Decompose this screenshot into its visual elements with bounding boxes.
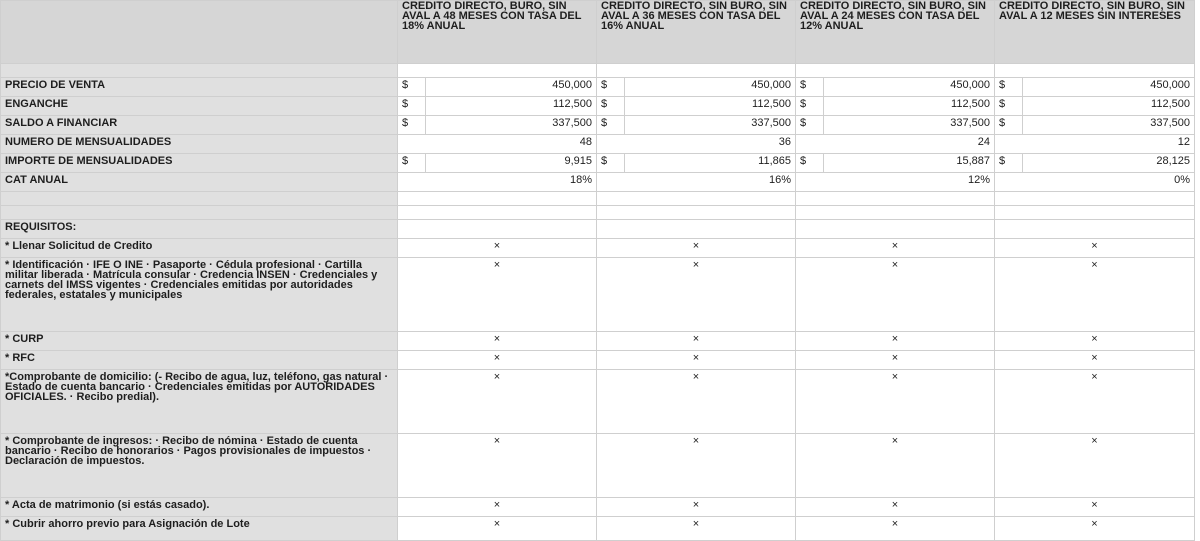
requisito-row [1,332,1195,351]
spacer-row [1,206,1195,220]
requisitos-title: REQUISITOS: [1,220,398,239]
check-mark: × [796,498,995,517]
check-mark: × [398,332,597,351]
check-mark: × [796,351,995,370]
check-mark: × [398,258,597,332]
currency-cell: $ [398,154,426,173]
currency-cell: $ [995,116,1023,135]
row-enganche [1,97,1195,116]
check-mark: × [597,434,796,498]
requisito-label: * Cubrir ahorro previo para Asignación de Lote [1,517,398,541]
check-mark: × [398,351,597,370]
currency-cell: $ [995,154,1023,173]
requisito-row [1,258,1195,332]
requisito-row [1,498,1195,517]
check-mark: × [796,332,995,351]
currency-cell: $ [398,116,426,135]
currency-cell: $ [398,78,426,97]
row-saldo [1,116,1195,135]
currency-cell: $ [796,154,824,173]
amount-cell: 9,915 [426,154,597,173]
amount-cell: 15,887 [824,154,995,173]
currency-cell: $ [995,78,1023,97]
check-mark: × [995,258,1195,332]
cat-cell: 0% [995,173,1195,192]
amount-cell: 337,500 [824,116,995,135]
requisito-label: * Identificación · IFE O INE · Pasaporte · Cédula profesional · Cartilla militar liberada · Matrícula consular · Credencia INSEN · Credenciales y carnets del IMSS vigentes · Credenciales emitidas por autoridades federales, estatales y municipales [1,258,398,332]
check-mark: × [597,370,796,434]
count-cell: 48 [398,135,597,154]
amount-cell: 450,000 [824,78,995,97]
plan-header-4: CREDITO DIRECTO, SIN BURO, SIN AVAL A 12 MESES SIN INTERESES [995,1,1195,64]
requisito-label: * Comprobante de ingresos: · Recibo de nómina · Estado de cuenta bancario · Recibo de honorarios · Pagos provisionales de impuestos · Declaración de impuestos. [1,434,398,498]
cat-cell: 12% [796,173,995,192]
row-importe [1,154,1195,173]
currency-cell: $ [796,78,824,97]
currency-cell: $ [597,78,625,97]
check-mark: × [796,517,995,541]
spacer-row [1,192,1195,206]
amount-cell: 337,500 [426,116,597,135]
requisito-label: * CURP [1,332,398,351]
plan-header-2: CREDITO DIRECTO, SIN BURO, SIN AVAL A 36 MESES CON TASA DEL 16% ANUAL [597,1,796,64]
amount-cell: 112,500 [426,97,597,116]
check-mark: × [398,370,597,434]
row-label: NUMERO DE MENSUALIDADES [1,135,398,154]
row-requisitos-title [1,220,1195,239]
check-mark: × [597,239,796,258]
check-mark: × [398,434,597,498]
requisito-row [1,434,1195,498]
check-mark: × [796,434,995,498]
check-mark: × [796,258,995,332]
plan-header-1: CREDITO DIRECTO, BURO, SIN AVAL A 48 MESES CON TASA DEL 18% ANUAL [398,1,597,64]
row-label: SALDO A FINANCIAR [1,116,398,135]
requisito-label: * Acta de matrimonio (si estás casado). [1,498,398,517]
amount-cell: 450,000 [625,78,796,97]
row-cat [1,173,1195,192]
check-mark: × [995,498,1195,517]
row-label: PRECIO DE VENTA [1,78,398,97]
amount-cell: 112,500 [1023,97,1195,116]
requisito-row [1,517,1195,541]
currency-cell: $ [597,154,625,173]
currency-cell: $ [796,116,824,135]
row-label: IMPORTE DE MENSUALIDADES [1,154,398,173]
requisito-label: * Llenar Solicitud de Credito [1,239,398,258]
requisito-row [1,351,1195,370]
row-precio [1,78,1195,97]
check-mark: × [995,239,1195,258]
amount-cell: 28,125 [1023,154,1195,173]
currency-cell: $ [796,97,824,116]
check-mark: × [597,517,796,541]
check-mark: × [796,239,995,258]
currency-cell: $ [995,97,1023,116]
check-mark: × [995,517,1195,541]
row-label: CAT ANUAL [1,173,398,192]
check-mark: × [796,370,995,434]
amount-cell: 337,500 [625,116,796,135]
check-mark: × [995,351,1195,370]
amount-cell: 450,000 [1023,78,1195,97]
check-mark: × [995,434,1195,498]
count-cell: 12 [995,135,1195,154]
cat-cell: 16% [597,173,796,192]
cat-cell: 18% [398,173,597,192]
requisito-row [1,239,1195,258]
check-mark: × [398,239,597,258]
count-cell: 36 [597,135,796,154]
requisito-label: *Comprobante de domicilio: (- Recibo de agua, luz, teléfono, gas natural · Estado de cuenta bancario · Credenciales emitidas por AUTORIDADES OFICIALES. · Recibo predial). [1,370,398,434]
check-mark: × [398,498,597,517]
check-mark: × [597,351,796,370]
currency-cell: $ [398,97,426,116]
check-mark: × [995,370,1195,434]
amount-cell: 337,500 [1023,116,1195,135]
count-cell: 24 [796,135,995,154]
row-mensualidades [1,135,1195,154]
amount-cell: 450,000 [426,78,597,97]
check-mark: × [995,332,1195,351]
currency-cell: $ [597,116,625,135]
amount-cell: 112,500 [625,97,796,116]
check-mark: × [398,517,597,541]
requisito-label: * RFC [1,351,398,370]
check-mark: × [597,498,796,517]
amount-cell: 112,500 [824,97,995,116]
plan-header-3: CREDITO DIRECTO, SIN BURO, SIN AVAL A 24 MESES CON TASA DEL 12% ANUAL [796,1,995,64]
check-mark: × [597,258,796,332]
amount-cell: 11,865 [625,154,796,173]
row-label: ENGANCHE [1,97,398,116]
check-mark: × [597,332,796,351]
currency-cell: $ [597,97,625,116]
corner-cell [1,1,398,64]
header-row [1,1,1195,64]
requisito-row [1,370,1195,434]
spacer-row [1,64,1195,78]
